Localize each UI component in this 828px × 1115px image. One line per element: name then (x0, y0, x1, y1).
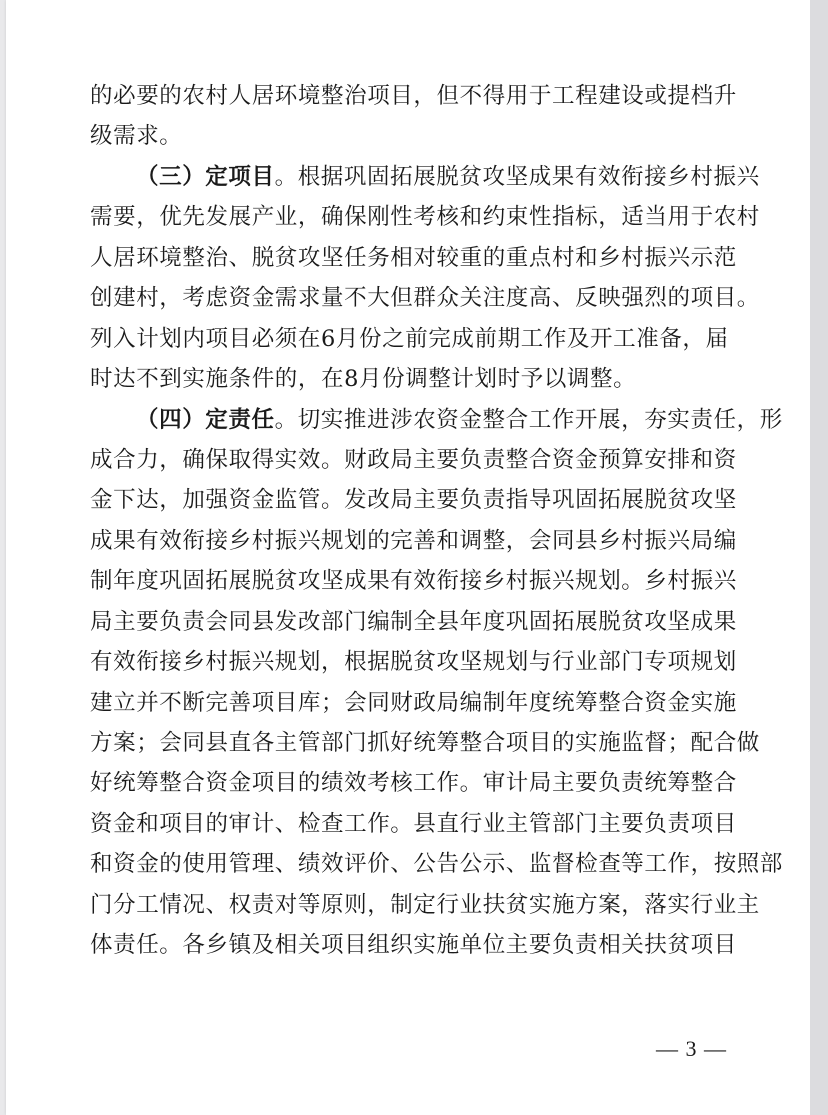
text-line: 资金和项目的审计、检查工作。县直行业主管部门主要负责项目 (90, 810, 737, 837)
text-run: 。根据巩固拓展脱贫攻坚成果有效衔接乡村振兴 (274, 163, 760, 190)
text-line: 建立并不断完善项目库；会同财政局编制年度统筹整合资金实施 (90, 689, 737, 716)
text-line: 时达不到实施条件的，在8月份调整计划时予以调整。 (90, 366, 637, 393)
text-line: 人居环境整治、脱贫攻坚任务相对较重的重点村和乡村振兴示范 (90, 244, 737, 271)
text-line: 体责任。各乡镇及相关项目组织实施单位主要负责相关扶贫项目 (90, 932, 737, 959)
paragraph-start-line (90, 157, 760, 197)
text-line: 需要，优先发展产业，确保刚性考核和约束性指标，适当用于农村 (90, 204, 760, 231)
text-line: 制年度巩固拓展脱贫攻坚成果有效衔接乡村振兴规划。乡村振兴 (90, 568, 737, 595)
document-page (6, 0, 810, 1115)
page-number: — 3 — (656, 1036, 727, 1061)
text-line: 和资金的使用管理、绩效评价、公告公示、监督检查等工作，按照部 (90, 851, 784, 878)
text-line: 的必要的农村人居环境整治项目，但不得用于工程建设或提档升 (90, 83, 737, 109)
text-line: 局主要负责会同县发改部门编制全县年度巩固拓展脱贫攻坚成果 (90, 608, 737, 635)
section-heading: （三）定项目 (136, 163, 275, 190)
text-line: 金下达，加强资金监管。发改局主要负责指导巩固拓展脱贫攻坚 (90, 487, 737, 514)
text-line: 成合力，确保取得实效。财政局主要负责整合资金预算安排和资 (90, 446, 737, 473)
text-line: 成果有效衔接乡村振兴规划的完善和调整，会同县乡村振兴局编 (90, 527, 737, 554)
page-edge (810, 0, 828, 1115)
text-line: 列入计划内项目必须在6月份之前完成前期工作及开工准备，届 (90, 325, 729, 352)
text-line: 门分工情况、权责对等原则，制定行业扶贫实施方案，落实行业主 (90, 891, 760, 918)
text-line: 方案；会同县直各主管部门抓好统筹整合项目的实施监督；配合做 (90, 730, 760, 756)
text-line: 创建村，考虑资金需求量不大但群众关注度高、反映强烈的项目。 (90, 285, 760, 312)
paragraph-start-line (90, 400, 783, 440)
text-line: 好统筹整合资金项目的绩效考核工作。审计局主要负责统筹整合 (90, 770, 737, 797)
document-body (90, 76, 784, 966)
section-heading: （四）定责任 (136, 406, 275, 433)
text-run: 。切实推进涉农资金整合工作开展，夯实责任，形 (274, 406, 783, 433)
text-line: 有效衔接乡村振兴规划，根据脱贫攻坚规划与行业部门专项规划 (90, 649, 737, 676)
text-line: 级需求。 (90, 123, 183, 150)
